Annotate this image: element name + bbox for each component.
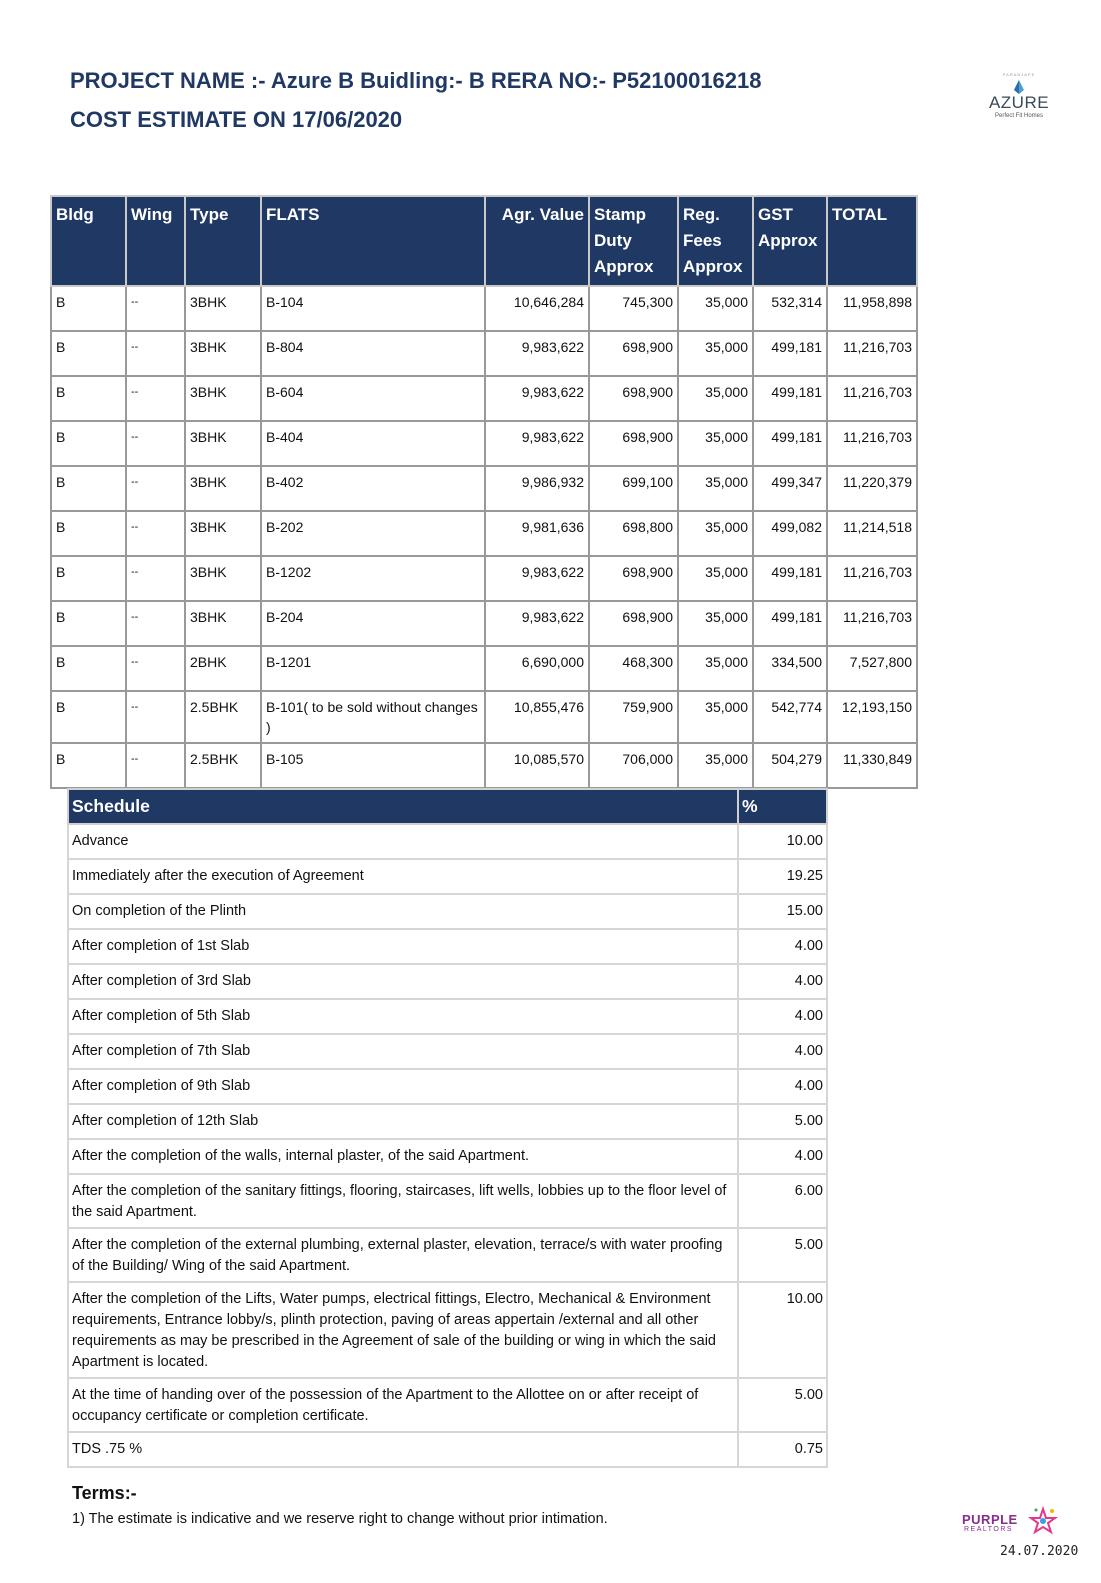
azure-logo <box>975 72 1063 132</box>
bldg-cell: B <box>51 286 126 331</box>
schedule-percent-cell: 15.00 <box>738 894 827 929</box>
stamp-duty-cell: 759,900 <box>589 691 678 743</box>
flat-cell: B-202 <box>261 511 485 556</box>
project-title: PROJECT NAME :- Azure B Buidling:- B RERA NO:- P52100016218 <box>70 68 762 93</box>
schedule-stage-cell: After the completion of the sanitary fittings, flooring, staircases, lift wells, lobbies up to the floor level of the said Apartment. <box>68 1174 738 1228</box>
schedule-percent-cell: 5.00 <box>738 1378 827 1432</box>
gst-cell: 504,279 <box>753 743 827 788</box>
bldg-cell: B <box>51 743 126 788</box>
type-cell: 3BHK <box>185 466 261 511</box>
azure-logo-word: AZURE <box>988 93 1050 112</box>
flat-cell: B-1202 <box>261 556 485 601</box>
stamp-duty-cell: 745,300 <box>589 286 678 331</box>
agr-value-cell: 9,981,636 <box>485 511 589 556</box>
type-cell: 3BHK <box>185 331 261 376</box>
reg-fees-cell: 35,000 <box>678 286 753 331</box>
col-header-bldg: Bldg <box>51 196 126 286</box>
type-cell: 3BHK <box>185 511 261 556</box>
star-icon <box>1028 1506 1058 1536</box>
col-header-agr-value: Agr. Value <box>485 196 589 286</box>
flat-cell: B-804 <box>261 331 485 376</box>
total-cell: 11,216,703 <box>827 556 917 601</box>
schedule-percent-cell: 10.00 <box>738 1282 827 1378</box>
table-row <box>51 466 917 511</box>
table-row <box>51 286 917 331</box>
gst-cell: 334,500 <box>753 646 827 691</box>
reg-fees-cell: 35,000 <box>678 691 753 743</box>
gst-cell: 499,347 <box>753 466 827 511</box>
bldg-cell: B <box>51 556 126 601</box>
agr-value-cell: 9,983,622 <box>485 601 589 646</box>
schedule-percent-cell: 4.00 <box>738 1069 827 1104</box>
schedule-stage-cell: At the time of handing over of the possession of the Apartment to the Allottee on or after receipt of occupancy certificate or completion certificate. <box>68 1378 738 1432</box>
reg-fees-cell: 35,000 <box>678 646 753 691</box>
purple-realtors-logo <box>962 1506 1062 1536</box>
stamp-duty-cell: 698,900 <box>589 556 678 601</box>
wing-cell: -- <box>126 556 185 601</box>
schedule-row <box>68 1282 827 1378</box>
schedule-percent-cell: 19.25 <box>738 859 827 894</box>
flat-cell: B-604 <box>261 376 485 421</box>
schedule-stage-cell: After completion of 7th Slab <box>68 1034 738 1069</box>
schedule-stage-cell: After completion of 12th Slab <box>68 1104 738 1139</box>
schedule-percent-cell: 4.00 <box>738 1139 827 1174</box>
type-cell: 3BHK <box>185 376 261 421</box>
type-cell: 3BHK <box>185 421 261 466</box>
gst-cell: 499,082 <box>753 511 827 556</box>
wing-cell: -- <box>126 691 185 743</box>
agr-value-cell: 9,983,622 <box>485 556 589 601</box>
col-header-flats: FLATS <box>261 196 485 286</box>
bldg-cell: B <box>51 421 126 466</box>
schedule-stage-cell: On completion of the Plinth <box>68 894 738 929</box>
stamp-duty-cell: 706,000 <box>589 743 678 788</box>
schedule-percent-cell: 4.00 <box>738 999 827 1034</box>
col-header-reg-fees: Reg. Fees Approx <box>678 196 753 286</box>
stamp-duty-cell: 698,900 <box>589 376 678 421</box>
schedule-percent-cell: 4.00 <box>738 1034 827 1069</box>
schedule-stage-cell: After the completion of the Lifts, Water pumps, electrical fittings, Electro, Mechanical & Environment requirements, Entrance lobby/s, plinth protection, paving of areas appertain /external and all other requirements as may be prescribed in the Agreement of sale of the building or wing in which the said Apartment is located. <box>68 1282 738 1378</box>
reg-fees-cell: 35,000 <box>678 601 753 646</box>
agr-value-cell: 9,983,622 <box>485 376 589 421</box>
table-row <box>51 601 917 646</box>
agr-value-cell: 10,085,570 <box>485 743 589 788</box>
reg-fees-cell: 35,000 <box>678 421 753 466</box>
total-cell: 11,216,703 <box>827 331 917 376</box>
reg-fees-cell: 35,000 <box>678 331 753 376</box>
schedule-stage-cell: After completion of 1st Slab <box>68 929 738 964</box>
azure-mark-icon <box>1014 80 1024 94</box>
terms-item: 1) The estimate is indicative and we reserve right to change without prior intimation. <box>72 1511 608 1527</box>
table-row <box>51 743 917 788</box>
stamp-duty-cell: 698,800 <box>589 511 678 556</box>
type-cell: 3BHK <box>185 286 261 331</box>
stamp-duty-cell: 698,900 <box>589 601 678 646</box>
stamp-duty-cell: 698,900 <box>589 421 678 466</box>
reg-fees-cell: 35,000 <box>678 376 753 421</box>
total-cell: 12,193,150 <box>827 691 917 743</box>
flat-cell: B-404 <box>261 421 485 466</box>
flat-cell: B-101( to be sold without changes ) <box>261 691 485 743</box>
schedule-percent-cell: 4.00 <box>738 929 827 964</box>
schedule-percent-cell: 4.00 <box>738 964 827 999</box>
total-cell: 11,214,518 <box>827 511 917 556</box>
bldg-cell: B <box>51 466 126 511</box>
bldg-cell: B <box>51 601 126 646</box>
gst-cell: 532,314 <box>753 286 827 331</box>
total-cell: 11,216,703 <box>827 376 917 421</box>
wing-cell: -- <box>126 601 185 646</box>
schedule-row <box>68 824 827 859</box>
azure-logo-tagline: Perfect Fit Homes <box>994 113 1043 119</box>
col-header-stamp-duty: Stamp Duty Approx <box>589 196 678 286</box>
wing-cell: -- <box>126 511 185 556</box>
wing-cell: -- <box>126 466 185 511</box>
flats-table <box>50 195 918 789</box>
bldg-cell: B <box>51 646 126 691</box>
flat-cell: B-402 <box>261 466 485 511</box>
stamp-duty-cell: 699,100 <box>589 466 678 511</box>
schedule-percent-cell: 5.00 <box>738 1104 827 1139</box>
cost-estimate-date: COST ESTIMATE ON 17/06/2020 <box>70 107 403 132</box>
stamp-duty-cell: 698,900 <box>589 331 678 376</box>
schedule-stage-cell: After completion of 5th Slab <box>68 999 738 1034</box>
schedule-row <box>68 964 827 999</box>
type-cell: 3BHK <box>185 556 261 601</box>
schedule-stage-cell: After the completion of the walls, internal plaster, of the said Apartment. <box>68 1139 738 1174</box>
wing-cell: -- <box>126 286 185 331</box>
percent-header: % <box>738 789 827 824</box>
flat-cell: B-204 <box>261 601 485 646</box>
schedule-row <box>68 1378 827 1432</box>
schedule-header-row <box>68 789 827 824</box>
purple-logo-word: PURPLE <box>962 1512 1018 1527</box>
wing-cell: -- <box>126 646 185 691</box>
type-cell: 2.5BHK <box>185 743 261 788</box>
schedule-stage-cell: TDS .75 % <box>68 1432 738 1467</box>
type-cell: 2.5BHK <box>185 691 261 743</box>
reg-fees-cell: 35,000 <box>678 466 753 511</box>
type-cell: 2BHK <box>185 646 261 691</box>
agr-value-cell: 10,646,284 <box>485 286 589 331</box>
table-row <box>51 331 917 376</box>
gst-cell: 499,181 <box>753 331 827 376</box>
schedule-row <box>68 1139 827 1174</box>
schedule-percent-cell: 6.00 <box>738 1174 827 1228</box>
gst-cell: 499,181 <box>753 376 827 421</box>
schedule-percent-cell: 5.00 <box>738 1228 827 1282</box>
gst-cell: 499,181 <box>753 421 827 466</box>
schedule-stage-cell: Immediately after the execution of Agreement <box>68 859 738 894</box>
schedule-row <box>68 1104 827 1139</box>
total-cell: 11,220,379 <box>827 466 917 511</box>
table-row <box>51 691 917 743</box>
wing-cell: -- <box>126 376 185 421</box>
gst-cell: 499,181 <box>753 601 827 646</box>
bldg-cell: B <box>51 376 126 421</box>
purple-logo-sub: REALTORS <box>964 1526 1014 1533</box>
agr-value-cell: 10,855,476 <box>485 691 589 743</box>
reg-fees-cell: 35,000 <box>678 511 753 556</box>
schedule-row <box>68 929 827 964</box>
gst-cell: 542,774 <box>753 691 827 743</box>
col-header-total: TOTAL <box>827 196 917 286</box>
table-row <box>51 421 917 466</box>
wing-cell: -- <box>126 331 185 376</box>
schedule-stage-cell: After completion of 3rd Slab <box>68 964 738 999</box>
schedule-stage-cell: After the completion of the external plumbing, external plaster, elevation, terrace/s with water proofing of the Building/ Wing of the said Apartment. <box>68 1228 738 1282</box>
schedule-percent-cell: 0.75 <box>738 1432 827 1467</box>
total-cell: 11,330,849 <box>827 743 917 788</box>
stamp-duty-cell: 468,300 <box>589 646 678 691</box>
schedule-row <box>68 1069 827 1104</box>
col-header-gst: GST Approx <box>753 196 827 286</box>
col-header-wing: Wing <box>126 196 185 286</box>
agr-value-cell: 9,986,932 <box>485 466 589 511</box>
total-cell: 7,527,800 <box>827 646 917 691</box>
table-row <box>51 376 917 421</box>
bldg-cell: B <box>51 691 126 743</box>
azure-logo-top-text: PARANJAPE <box>1002 72 1036 77</box>
agr-value-cell: 9,983,622 <box>485 331 589 376</box>
flat-cell: B-105 <box>261 743 485 788</box>
schedule-percent-cell: 10.00 <box>738 824 827 859</box>
schedule-table <box>67 788 828 1468</box>
total-cell: 11,216,703 <box>827 421 917 466</box>
wing-cell: -- <box>126 743 185 788</box>
bldg-cell: B <box>51 331 126 376</box>
schedule-row <box>68 894 827 929</box>
table-row <box>51 556 917 601</box>
reg-fees-cell: 35,000 <box>678 743 753 788</box>
flats-header-row <box>51 196 917 286</box>
schedule-row <box>68 859 827 894</box>
table-row <box>51 646 917 691</box>
bldg-cell: B <box>51 511 126 556</box>
terms-title: Terms:- <box>72 1483 137 1503</box>
schedule-row <box>68 1228 827 1282</box>
schedule-header: Schedule <box>68 789 738 824</box>
wing-cell: -- <box>126 421 185 466</box>
table-row <box>51 511 917 556</box>
type-cell: 3BHK <box>185 601 261 646</box>
gst-cell: 499,181 <box>753 556 827 601</box>
schedule-row <box>68 1174 827 1228</box>
schedule-row <box>68 999 827 1034</box>
schedule-stage-cell: After completion of 9th Slab <box>68 1069 738 1104</box>
total-cell: 11,958,898 <box>827 286 917 331</box>
schedule-row <box>68 1034 827 1069</box>
schedule-row <box>68 1432 827 1467</box>
date-stamp: 24.07.2020 <box>1000 1544 1079 1559</box>
flat-cell: B-1201 <box>261 646 485 691</box>
agr-value-cell: 9,983,622 <box>485 421 589 466</box>
agr-value-cell: 6,690,000 <box>485 646 589 691</box>
flat-cell: B-104 <box>261 286 485 331</box>
schedule-stage-cell: Advance <box>68 824 738 859</box>
total-cell: 11,216,703 <box>827 601 917 646</box>
reg-fees-cell: 35,000 <box>678 556 753 601</box>
col-header-type: Type <box>185 196 261 286</box>
